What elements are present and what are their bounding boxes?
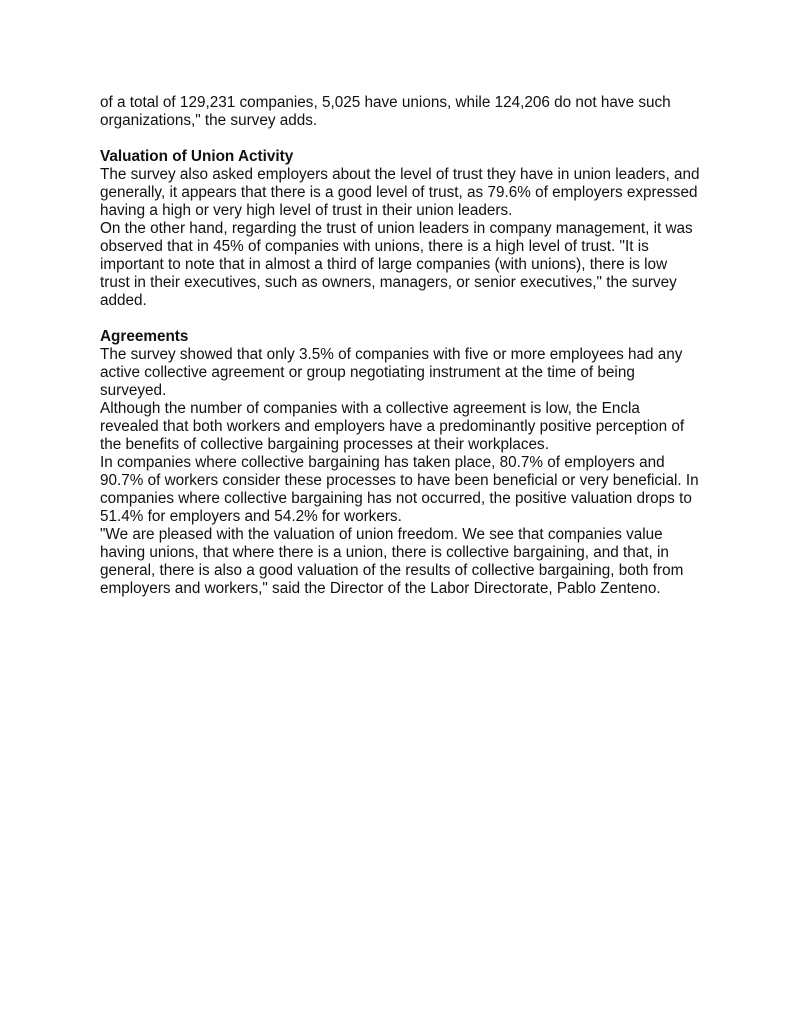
agreements-paragraph-valuation: In companies where collective bargaining has taken place, 80.7% of employers and 90.7% of workers consider these processes to have been beneficial or very beneficial. In companies where collective bargaining has not occurred, the positive valuation drops to 51.4% for employers and 54.2% for workers.: [100, 454, 699, 525]
section-spacer: [100, 130, 700, 148]
agreements-paragraph-director-quote: "We are pleased with the valuation of union freedom. We see that companies value having unions, that where there is a union, there is collective bargaining, and that, in general, there is also a good valuation of the results of collective bargaining, both from employers and workers," said the Director of the Labor Directorate, Pablo Zenteno.: [100, 526, 684, 597]
section-heading-agreements: Agreements: [100, 328, 189, 345]
agreements-paragraph-perception: Although the number of companies with a collective agreement is low, the Encla revealed that both workers and employers have a predominantly positive perception of the benefits of collective bargaining processes at their workplaces.: [100, 400, 685, 453]
intro-paragraph: of a total of 129,231 companies, 5,025 have unions, while 124,206 do not have such organizations," the survey adds.: [100, 94, 671, 129]
section-spacer: [100, 310, 700, 328]
agreements-paragraph-survey: The survey showed that only 3.5% of companies with five or more employees had any active collective agreement or group negotiating instrument at the time of being surveyed.: [100, 346, 683, 399]
document-page: [100, 94, 700, 598]
section-heading-union-activity: Valuation of Union Activity: [100, 148, 294, 165]
union-paragraph-trust-in-leaders: The survey also asked employers about the level of trust they have in union leaders, and generally, it appears that there is a good level of trust, as 79.6% of employers expressed having a high or very high level of trust in their union leaders.: [100, 166, 700, 219]
union-paragraph-trust-in-management: On the other hand, regarding the trust of union leaders in company management, it was observed that in 45% of companies with unions, there is a high level of trust. "It is important to note that in almost a third of large companies (with unions), there is low trust in their executives, such as owners, managers, or senior executives," the survey added.: [100, 220, 693, 309]
